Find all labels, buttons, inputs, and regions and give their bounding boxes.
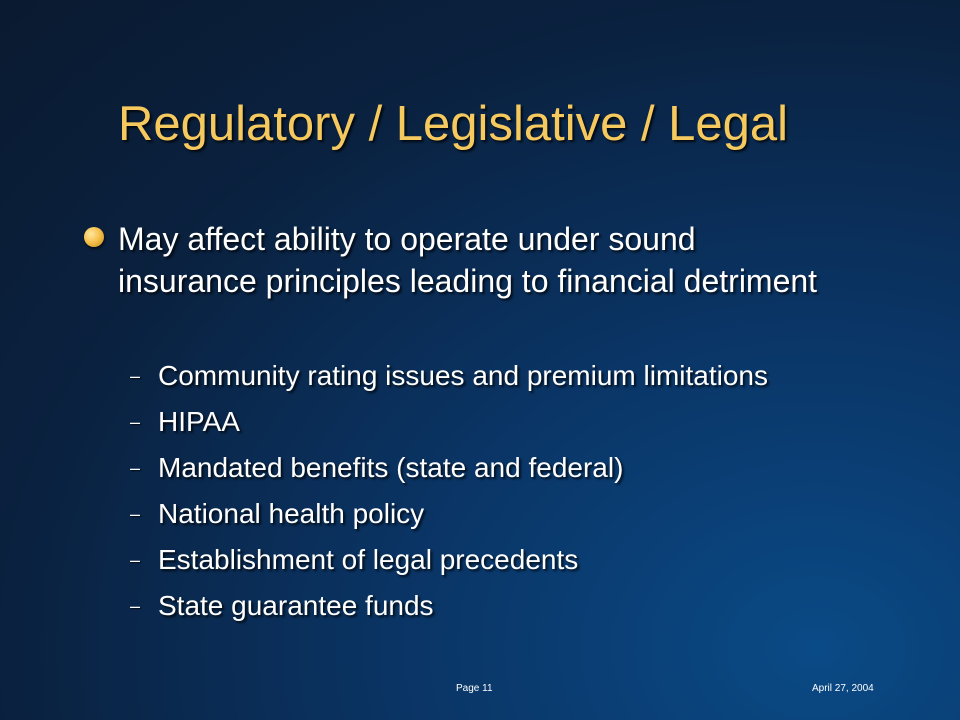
- sub-bullet-text: Community rating issues and premium limitations: [158, 360, 768, 391]
- sub-bullet-text: HIPAA: [158, 406, 240, 437]
- sub-bullet-item: [130, 449, 768, 495]
- sub-bullet-item: [130, 403, 768, 449]
- sub-bullet-item: [130, 495, 768, 541]
- sub-bullet-text: Establishment of legal precedents: [158, 544, 579, 575]
- sub-bullet-text: National health policy: [158, 498, 425, 529]
- main-bullet-text: May affect ability to operate under sound insurance principles leading to financial detriment: [118, 221, 818, 299]
- sub-bullet-text: Mandated benefits (state and federal): [158, 452, 624, 483]
- dash-icon: –: [130, 458, 141, 478]
- dash-icon: –: [130, 596, 141, 616]
- footer-date: April 27, 2004: [812, 683, 874, 694]
- dash-icon: –: [130, 550, 141, 570]
- sub-bullet-item: [130, 357, 768, 403]
- bullet-dot-icon: [84, 227, 104, 247]
- slide-title: Regulatory / Legislative / Legal: [118, 97, 789, 151]
- main-bullet: [84, 218, 824, 302]
- sub-bullet-list: [130, 357, 768, 633]
- dash-icon: –: [130, 412, 141, 432]
- dash-icon: –: [130, 504, 141, 524]
- footer-page-number: Page 11: [456, 683, 493, 694]
- dash-icon: –: [130, 366, 141, 386]
- sub-bullet-item: [130, 587, 768, 633]
- sub-bullet-item: [130, 541, 768, 587]
- sub-bullet-text: State guarantee funds: [158, 590, 434, 621]
